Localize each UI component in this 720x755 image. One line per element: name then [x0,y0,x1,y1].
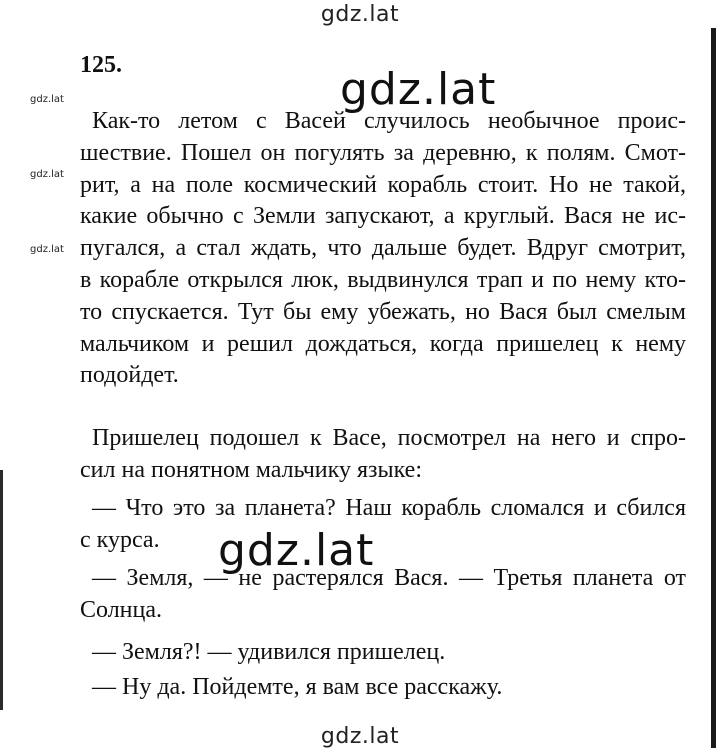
watermark-top: gdz.lat [320,2,400,27]
text-line: — Земля, — не растерялся Вася. — Третья планета от [92,565,686,591]
paragraph-1 [80,106,686,392]
text-line: шествие. Пошел он погулять за деревню, к полям. Смот- [80,139,686,166]
paragraph-5 [80,637,686,669]
text-line: — Ну да. Пойдемте, я вам все расскажу. [92,674,503,700]
text-line: — Что это за планета? Наш корабль сломался и сбился [92,495,686,521]
paragraph-6 [80,672,686,704]
text-line: Пришелец подошел к Васе, посмотрел на него и спро- [92,425,686,451]
watermark-small: gdz.lat [30,94,64,105]
page-edge-left [0,470,3,710]
text-line: Солнца. [80,596,163,623]
page-edge-right [711,28,716,748]
text-line: то спускается. Тут бы ему убежать, но Вася был смелым [80,298,686,325]
watermark-large: gdz.lat [218,525,375,576]
text-line: сил на понятном мальчику языке: [80,456,422,483]
watermark-small: gdz.lat [30,244,64,255]
text-line: подойдет. [80,362,179,389]
text-line: — Земля?! — удивился пришелец. [92,639,446,665]
text-line: Как-то летом с Васей случилось необычное проис- [92,108,686,134]
text-line: в корабле открылся люк, выдвинулся трап и по нему кто- [80,266,686,293]
text-line: пугался, а стал ждать, что дальше будет. Вдруг смотрит, [80,235,686,262]
paragraph-2 [80,423,686,487]
text-line: рит, а на поле космический корабль стоит. Но не такой, [80,171,686,198]
text-line: с курса. [80,526,160,553]
watermark-large: gdz.lat [340,64,497,115]
task-number: 125. [80,52,122,78]
watermark-bottom: gdz.lat [320,724,400,749]
text-line: мальчиком и решил дождаться, когда пришелец к нему [80,330,686,357]
watermark-small: gdz.lat [30,169,64,180]
paragraph-4 [80,563,686,627]
paragraph-3 [80,493,686,557]
text-line: какие обычно с Земли запускают, а круглый. Вася не ис- [80,203,686,230]
